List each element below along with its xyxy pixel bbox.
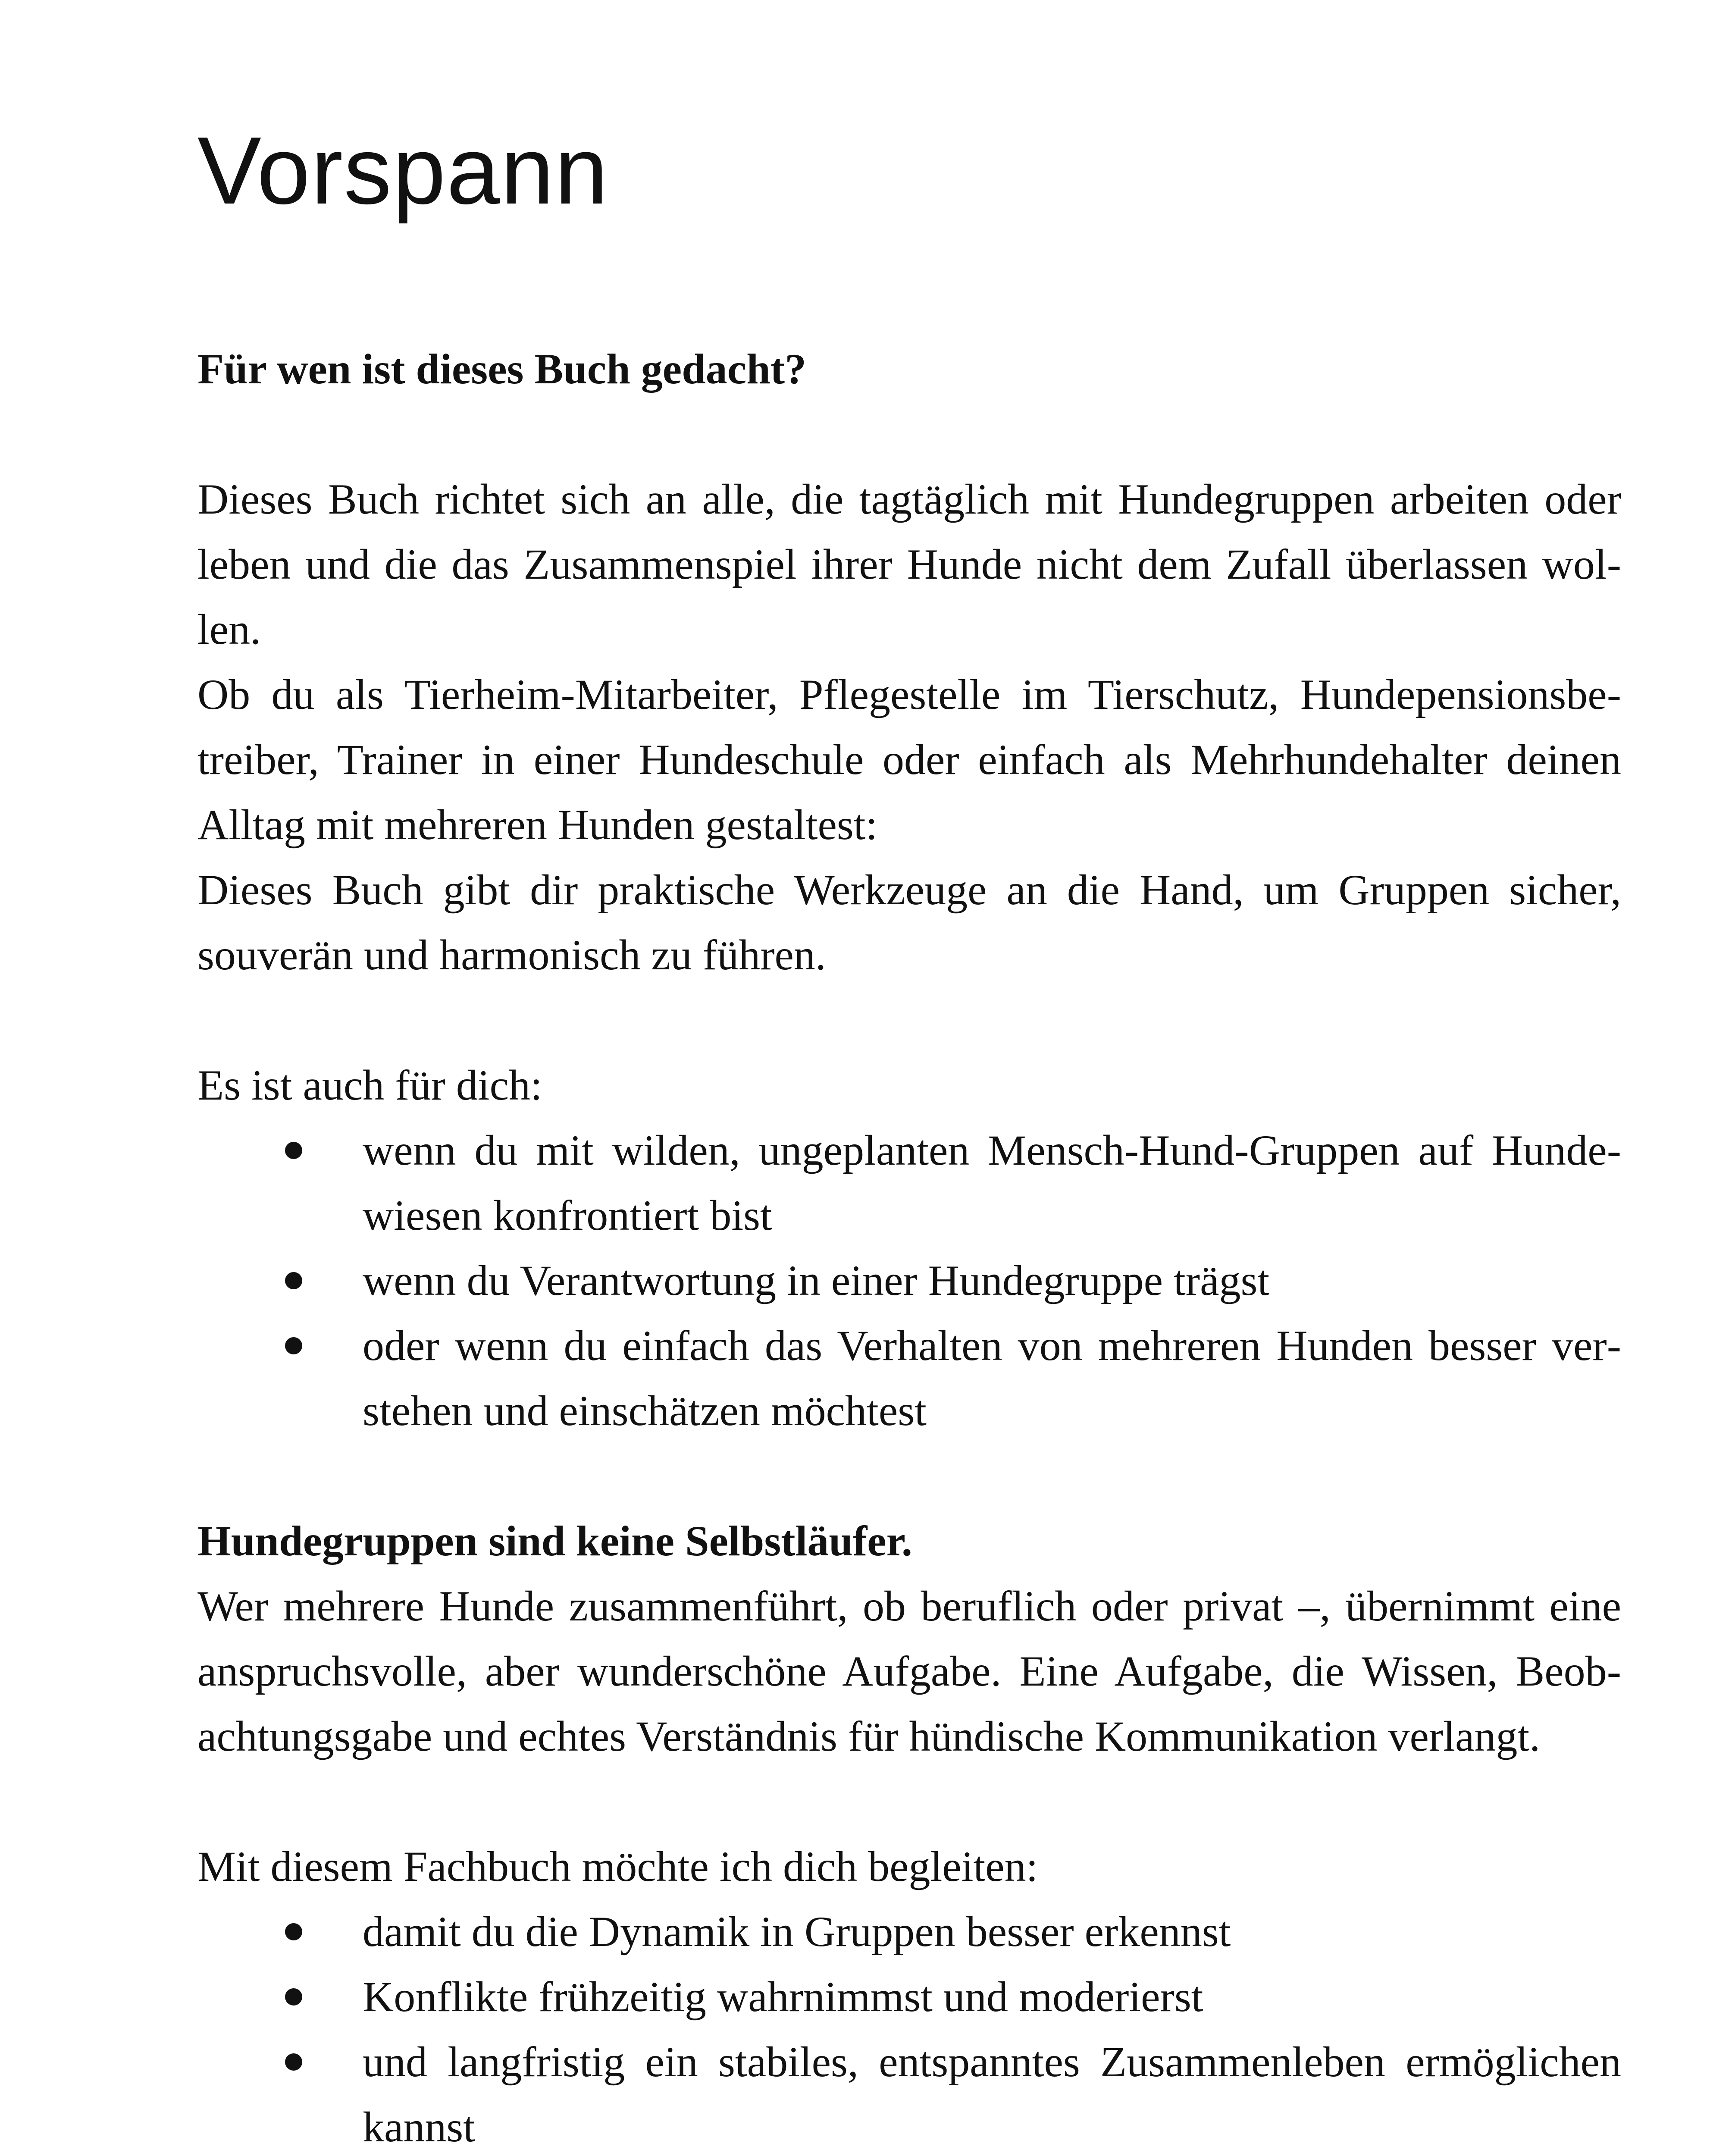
paragraph-gap [197,987,1621,1053]
bullet-list-accompany [197,1899,1621,2156]
bullet-icon [285,1337,302,1354]
paragraph-gap [197,1769,1621,1834]
list-item-text: wenn du Verantwortung in einer Hundegruppe trägst [363,1257,1270,1304]
list-intro-for-you: Es ist auch für dich: [197,1061,542,1109]
list-item-text: und langfristig ein stabiles, entspanntes Zusammenleben ermöglichen kannst [363,2038,1621,2151]
bullet-list-for-you [197,1118,1621,1443]
bullet-icon [285,1272,302,1289]
list-item-text: Konflikte frühzeitig wahrnimmst und moderierst [363,1973,1203,2021]
section-heading-audience: Für wen ist dieses Buch gedacht? [197,345,807,393]
list-item [363,1118,1621,1248]
bullet-icon [285,1142,302,1159]
list-item [363,1899,1621,1964]
paragraph-audience-2: Ob du als Tierheim-Mitarbeiter, Pflegestelle im Tierschutz, Hundepensionsbetreiber, Trainer in einer Hundeschule oder einfach als Mehrhundehalter deinen Alltag mit mehreren Hunden gestaltest: [197,671,1621,849]
paragraph-audience-3: Dieses Buch gibt dir praktische Werkzeuge an die Hand, um Gruppen sicher, souverän und harmonisch zu führen. [197,866,1621,979]
paragraph-audience-1: Dieses Buch richtet sich an alle, die tagtäglich mit Hundegruppen arbeiten oder leben und die das Zusammenspiel ihrer Hunde nicht dem Zufall überlassen wollen. [197,475,1621,653]
list-item [363,2029,1621,2156]
list-item [363,1248,1621,1313]
list-item [363,1313,1621,1443]
page-body [197,336,1621,2156]
list-item [363,1964,1621,2029]
list-item-text: wenn du mit wilden, ungeplanten Mensch-Hund-Gruppen auf Hundewiesen konfrontiert bist [363,1126,1621,1239]
section-heading-groups: Hundegruppen sind keine Selbstläufer. [197,1517,912,1565]
bullet-icon [285,2053,302,2071]
paragraph-gap [197,1443,1621,1508]
chapter-title: Vorspann [197,117,609,224]
bullet-icon [285,1923,302,1940]
list-item-text: oder wenn du einfach das Verhalten von mehreren Hunden besser verstehen und einschätzen möchtest [363,1322,1621,1435]
list-intro-accompany: Mit diesem Fachbuch möchte ich dich begleiten: [197,1843,1038,1890]
list-item-text: damit du die Dynamik in Gruppen besser erkennst [363,1908,1231,1955]
paragraph-gap [197,401,1621,467]
paragraph-groups: Wer mehrere Hunde zusammenführt, ob beruflich oder privat –, übernimmt eine anspruchsvolle, aber wunderschöne Aufgabe. Eine Aufgabe, die Wissen, Beobachtungsgabe und echtes Verständnis für hündische Kommunikation verlangt. [197,1582,1621,1760]
bullet-icon [285,1988,302,2006]
